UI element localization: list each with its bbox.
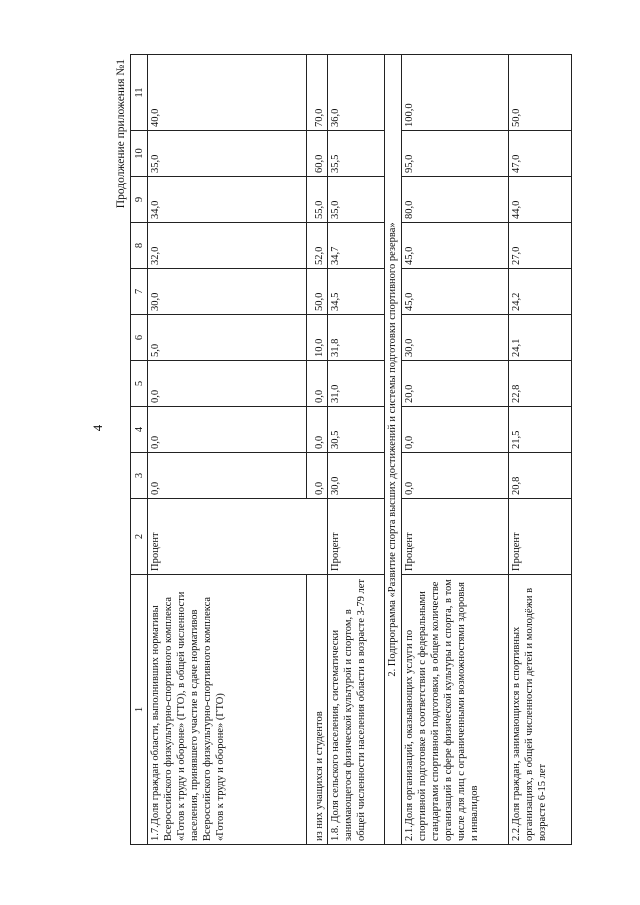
value-cell: 0,0 [307,453,328,499]
col-header: 7 [131,269,148,315]
value-cell: 100,0 [402,55,509,131]
indicator-label: 2.1.Доля организаций, оказывающих услуги по спортивной подготовке в соответствии с федеральными стандартами спортивной подготовки, в общем количестве организаций в сфере физической культуры и спорта, в том числе для лиц с ограниченными возможностями здоровья и инвалидов [402,575,509,845]
col-header: 10 [131,131,148,177]
indicators-table [130,54,572,845]
col-header: 1 [131,575,148,845]
value-cell: 60,0 [307,131,328,177]
value-cell: 30,5 [328,407,385,453]
value-cell: 45,0 [402,223,509,269]
value-cell: 20,8 [509,453,572,499]
value-cell: 36,0 [328,55,385,131]
section-title: 2. Подпрограмма «Развитие спорта высших достижений и системы подготовки спортивного резерва» [385,55,402,845]
value-cell: 34,7 [328,223,385,269]
value-cell: 31,8 [328,315,385,361]
value-cell: 40,0 [148,55,307,131]
value-cell: 70,0 [307,55,328,131]
value-cell: 24,2 [509,269,572,315]
value-cell: 30,0 [328,453,385,499]
indicator-label: из них учащихся и студентов [307,575,328,845]
header-row [131,55,148,845]
value-cell: 50,0 [307,269,328,315]
indicator-label: 2.2.Доля граждан, занимающихся в спортивных организациях, в общей численности детей и молодёжи в возрасте 6-15 лет [509,575,572,845]
value-cell: 95,0 [402,131,509,177]
value-cell: 0,0 [402,453,509,499]
value-cell: 5,0 [148,315,307,361]
value-cell: 30,0 [148,269,307,315]
col-header: 5 [131,361,148,407]
col-header: 9 [131,177,148,223]
value-cell: 0,0 [148,453,307,499]
page-number: 4 [90,424,105,432]
value-cell: 32,0 [148,223,307,269]
value-cell: 45,0 [402,269,509,315]
unit-cell: Процент [509,499,572,575]
value-cell: 0,0 [148,361,307,407]
value-cell: 31,0 [328,361,385,407]
indicator-label: 1.8. Доля сельского населения, систематически занимающегося физической культурой и спортом, в общей численности населения области в возрасте 3-79 лет [328,575,385,845]
value-cell: 21,5 [509,407,572,453]
unit-cell: Процент [328,499,385,575]
value-cell: 50,0 [509,55,572,131]
value-cell: 0,0 [307,361,328,407]
value-cell: 34,5 [328,269,385,315]
value-cell: 24,1 [509,315,572,361]
unit-cell: Процент [402,499,509,575]
table-row [307,55,328,845]
indicator-label: 1.7.Доля граждан области, выполнивших нормативы Всероссийского физкультурно-спортивного комплекса «Готов к труду и обороне» (ГТО), в общей численности населения, принявшего участие в сдаче нормативов Всероссийского физкультурно-спортивного комплекса «Готов к труду и обороне» (ГТО) [148,575,307,845]
value-cell: 35,0 [328,177,385,223]
col-header: 4 [131,407,148,453]
value-cell: 30,0 [402,315,509,361]
table-row [148,55,307,845]
value-cell: 47,0 [509,131,572,177]
col-header: 6 [131,315,148,361]
col-header: 3 [131,453,148,499]
value-cell: 20,0 [402,361,509,407]
table-row [402,55,509,845]
value-cell: 10,0 [307,315,328,361]
appendix-caption: Продолжение приложения №1 [115,59,127,209]
value-cell: 0,0 [402,407,509,453]
rotated-page [114,55,634,845]
value-cell: 35,5 [328,131,385,177]
table-row [328,55,385,845]
section-row [385,55,402,845]
value-cell: 34,0 [148,177,307,223]
table-row [509,55,572,845]
value-cell: 80,0 [402,177,509,223]
col-header: 2 [131,499,148,575]
unit-cell: Процент [148,499,328,575]
col-header: 8 [131,223,148,269]
value-cell: 27,0 [509,223,572,269]
value-cell: 44,0 [509,177,572,223]
value-cell: 52,0 [307,223,328,269]
value-cell: 0,0 [307,407,328,453]
value-cell: 22,8 [509,361,572,407]
value-cell: 55,0 [307,177,328,223]
value-cell: 0,0 [148,407,307,453]
col-header: 11 [131,55,148,131]
value-cell: 35,0 [148,131,307,177]
